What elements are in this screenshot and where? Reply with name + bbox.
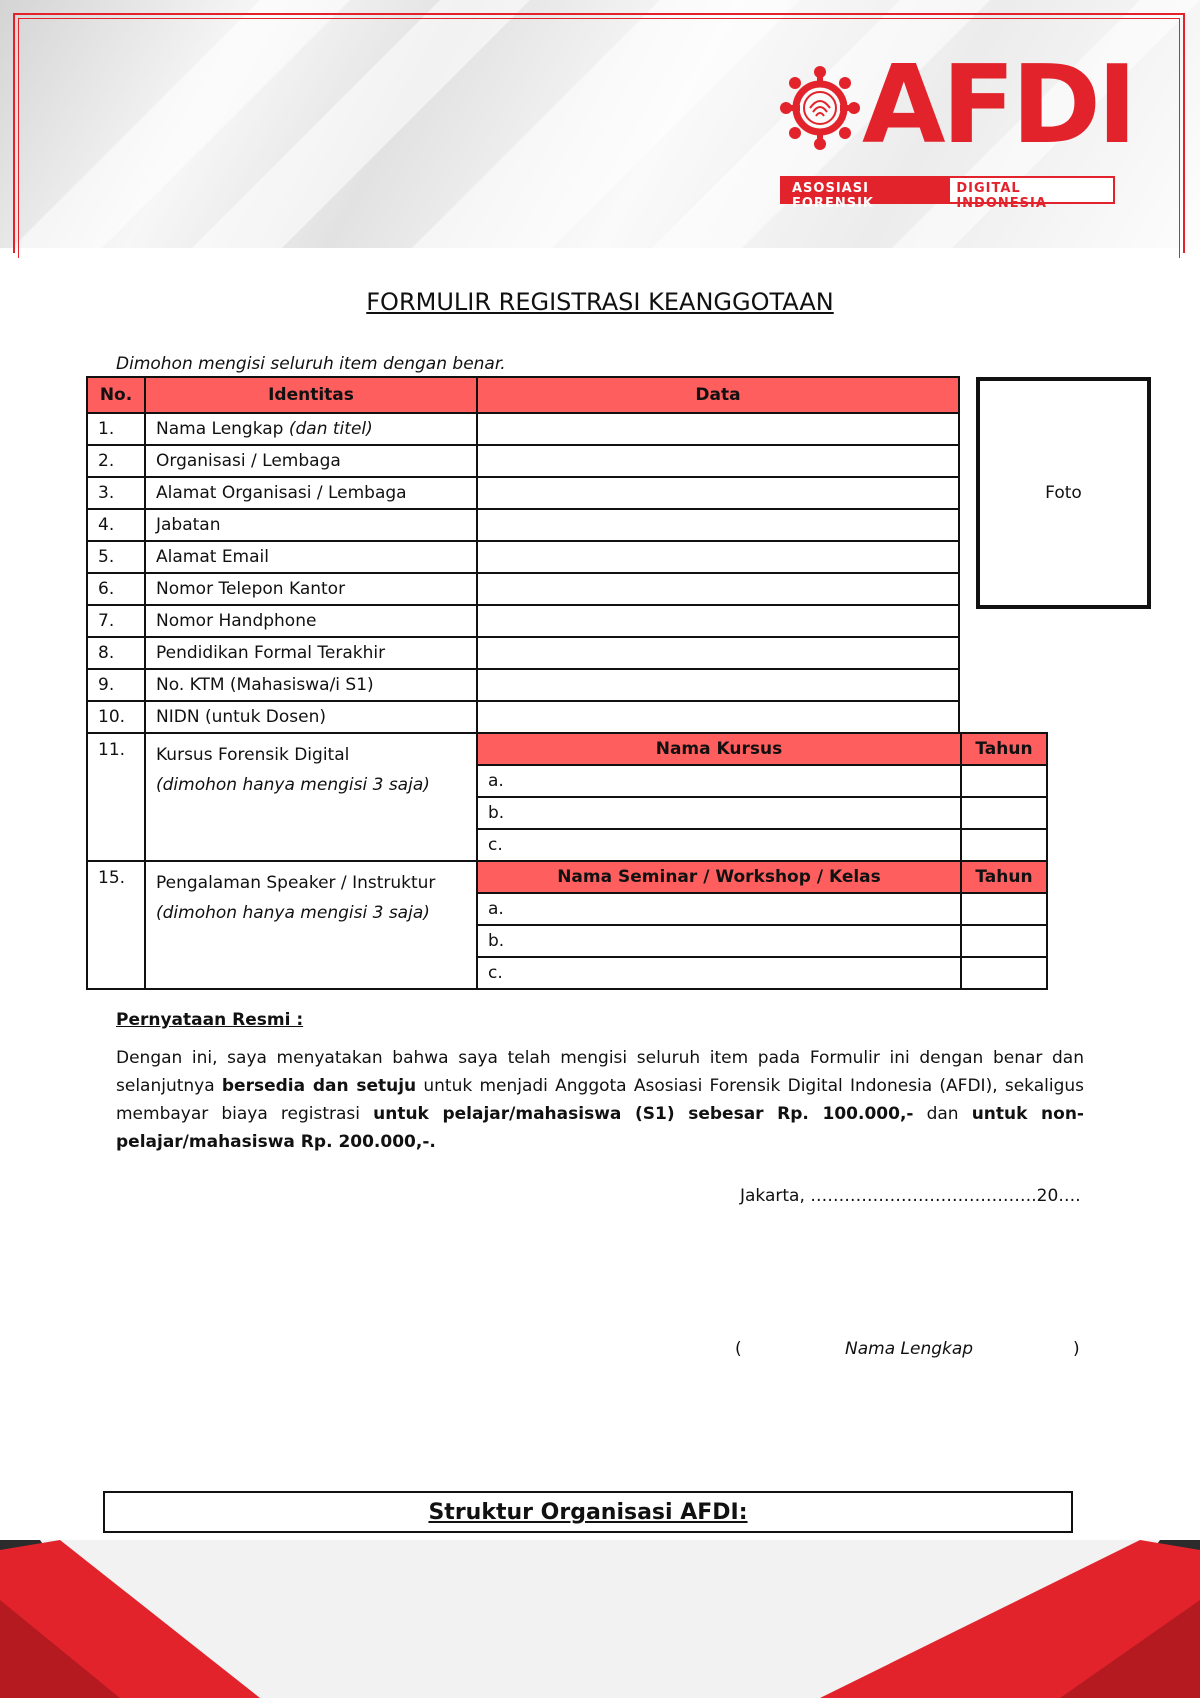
row-label-text: Nomor Telepon Kantor bbox=[156, 579, 346, 599]
speaker-label-cell bbox=[145, 861, 477, 989]
row-label-text: Pendidikan Formal Terakhir bbox=[156, 643, 386, 663]
row-label-text: Alamat Organisasi / Lembaga bbox=[156, 483, 407, 503]
row-label-text: No. KTM (Mahasiswa/i S1) bbox=[156, 675, 374, 695]
speaker-header-row bbox=[87, 861, 1047, 893]
date-line: Jakarta, ………………………………….20…. bbox=[740, 1186, 1081, 1206]
statement-title: Pernyataan Resmi : bbox=[116, 1010, 304, 1030]
kursus-header-row bbox=[87, 733, 1047, 765]
row-data-field[interactable] bbox=[477, 413, 959, 445]
row-number: 8. bbox=[87, 637, 145, 669]
row-number: 6. bbox=[87, 573, 145, 605]
row-label-text: Alamat Email bbox=[156, 547, 269, 567]
row-number: 9. bbox=[87, 669, 145, 701]
photo-box[interactable] bbox=[976, 377, 1151, 609]
table-row bbox=[87, 541, 959, 573]
kursus-year-c[interactable] bbox=[961, 829, 1047, 861]
kursus-no: 11. bbox=[87, 733, 145, 861]
speaker-item-c[interactable]: c. bbox=[477, 957, 961, 989]
table-row bbox=[87, 477, 959, 509]
row-data-field[interactable] bbox=[477, 637, 959, 669]
row-number: 5. bbox=[87, 541, 145, 573]
statement-paragraph bbox=[116, 1044, 1084, 1156]
table-row bbox=[87, 573, 959, 605]
table-row bbox=[87, 669, 959, 701]
identity-table bbox=[86, 376, 960, 734]
statement-bold-3: untuk non-pelajar/mahasiswa Rp. 200.000,-. bbox=[116, 1104, 1084, 1152]
row-number: 2. bbox=[87, 445, 145, 477]
row-number: 4. bbox=[87, 509, 145, 541]
row-number: 7. bbox=[87, 605, 145, 637]
row-label-text: Organisasi / Lembaga bbox=[156, 451, 341, 471]
row-label-text: Jabatan bbox=[156, 515, 221, 535]
row-data-field[interactable] bbox=[477, 445, 959, 477]
speaker-note: (dimohon hanya mengisi 3 saja) bbox=[156, 903, 430, 923]
kursus-year-b[interactable] bbox=[961, 797, 1047, 829]
speaker-item-a[interactable]: a. bbox=[477, 893, 961, 925]
table-row bbox=[87, 509, 959, 541]
kursus-year-a[interactable] bbox=[961, 765, 1047, 797]
afdi-logo bbox=[780, 43, 1134, 211]
signature-open-paren: ( bbox=[735, 1339, 742, 1359]
header-data: Data bbox=[477, 377, 959, 413]
statement-text-1: Dengan ini, saya menyatakan bahwa saya telah mengisi seluruh item pada Formulir ini dengan benar dan selanjutnya bbox=[116, 1048, 1084, 1096]
form-instruction: Dimohon mengisi seluruh item dengan benar. bbox=[116, 354, 506, 374]
kursus-col-name: Nama Kursus bbox=[477, 733, 961, 765]
kursus-col-year: Tahun bbox=[961, 733, 1047, 765]
statement-text-3: dan bbox=[913, 1104, 972, 1124]
row-label bbox=[145, 541, 477, 573]
row-label bbox=[145, 509, 477, 541]
speaker-no: 15. bbox=[87, 861, 145, 989]
org-structure-title: Struktur Organisasi AFDI: bbox=[428, 1500, 748, 1525]
statement-bold-2: untuk pelajar/mahasiswa (S1) sebesar Rp. 100.000,- bbox=[373, 1104, 914, 1124]
gear-fingerprint-icon bbox=[780, 64, 860, 164]
tagline-part-2: DIGITAL INDONESIA bbox=[950, 178, 1113, 202]
kursus-item-b[interactable]: b. bbox=[477, 797, 961, 829]
speaker-year-c[interactable] bbox=[961, 957, 1047, 989]
table-row bbox=[87, 701, 959, 733]
kursus-item-c[interactable]: c. bbox=[477, 829, 961, 861]
row-number: 10. bbox=[87, 701, 145, 733]
table-row bbox=[87, 637, 959, 669]
row-label bbox=[145, 637, 477, 669]
row-label-text: Nomor Handphone bbox=[156, 611, 317, 631]
row-label bbox=[145, 573, 477, 605]
kursus-item-a[interactable]: a. bbox=[477, 765, 961, 797]
row-data-field[interactable] bbox=[477, 669, 959, 701]
kursus-label-cell bbox=[145, 733, 477, 861]
row-data-field[interactable] bbox=[477, 541, 959, 573]
row-label-text: Nama Lengkap bbox=[156, 419, 284, 439]
speaker-year-a[interactable] bbox=[961, 893, 1047, 925]
row-data-field[interactable] bbox=[477, 573, 959, 605]
speaker-label: Pengalaman Speaker / Instruktur bbox=[156, 873, 436, 893]
speaker-year-b[interactable] bbox=[961, 925, 1047, 957]
table-header-row bbox=[87, 377, 959, 413]
speaker-col-year: Tahun bbox=[961, 861, 1047, 893]
tagline-part-1: ASOSIASI FORENSIK bbox=[782, 178, 950, 202]
row-data-field[interactable] bbox=[477, 605, 959, 637]
header-no: No. bbox=[87, 377, 145, 413]
signature-name-label: Nama Lengkap bbox=[845, 1339, 974, 1359]
statement-bold-1: bersedia dan setuju bbox=[221, 1076, 417, 1096]
form-title: FORMULIR REGISTRASI KEANGGOTAAN bbox=[366, 288, 834, 316]
row-data-field[interactable] bbox=[477, 477, 959, 509]
logo-tagline bbox=[780, 176, 1115, 211]
statement-text-2: untuk menjadi Anggota Asosiasi Forensik Digital Indonesia (AFDI), sekaligus membayar biaya registrasi bbox=[116, 1076, 1084, 1124]
row-label-note: (dan titel) bbox=[283, 419, 373, 439]
row-label-text: NIDN (untuk Dosen) bbox=[156, 707, 327, 727]
org-structure-box bbox=[103, 1491, 1073, 1533]
row-number: 1. bbox=[87, 413, 145, 445]
signature-close-paren: ) bbox=[1073, 1339, 1080, 1359]
courses-table bbox=[86, 732, 1048, 990]
speaker-col-name: Nama Seminar / Workshop / Kelas bbox=[477, 861, 961, 893]
row-data-field[interactable] bbox=[477, 701, 959, 733]
row-label bbox=[145, 669, 477, 701]
row-label bbox=[145, 701, 477, 733]
speaker-item-b[interactable]: b. bbox=[477, 925, 961, 957]
row-label bbox=[145, 605, 477, 637]
row-data-field[interactable] bbox=[477, 509, 959, 541]
row-label bbox=[145, 445, 477, 477]
kursus-label: Kursus Forensik Digital bbox=[156, 745, 350, 765]
footer-banner bbox=[0, 1540, 1200, 1698]
row-label bbox=[145, 413, 477, 445]
photo-label: Foto bbox=[1045, 483, 1082, 503]
table-row bbox=[87, 445, 959, 477]
header-identitas: Identitas bbox=[145, 377, 477, 413]
table-row bbox=[87, 605, 959, 637]
kursus-note: (dimohon hanya mengisi 3 saja) bbox=[156, 775, 430, 795]
table-row bbox=[87, 413, 959, 445]
row-number: 3. bbox=[87, 477, 145, 509]
row-label bbox=[145, 477, 477, 509]
logo-wordmark: AFDI bbox=[862, 43, 1134, 168]
